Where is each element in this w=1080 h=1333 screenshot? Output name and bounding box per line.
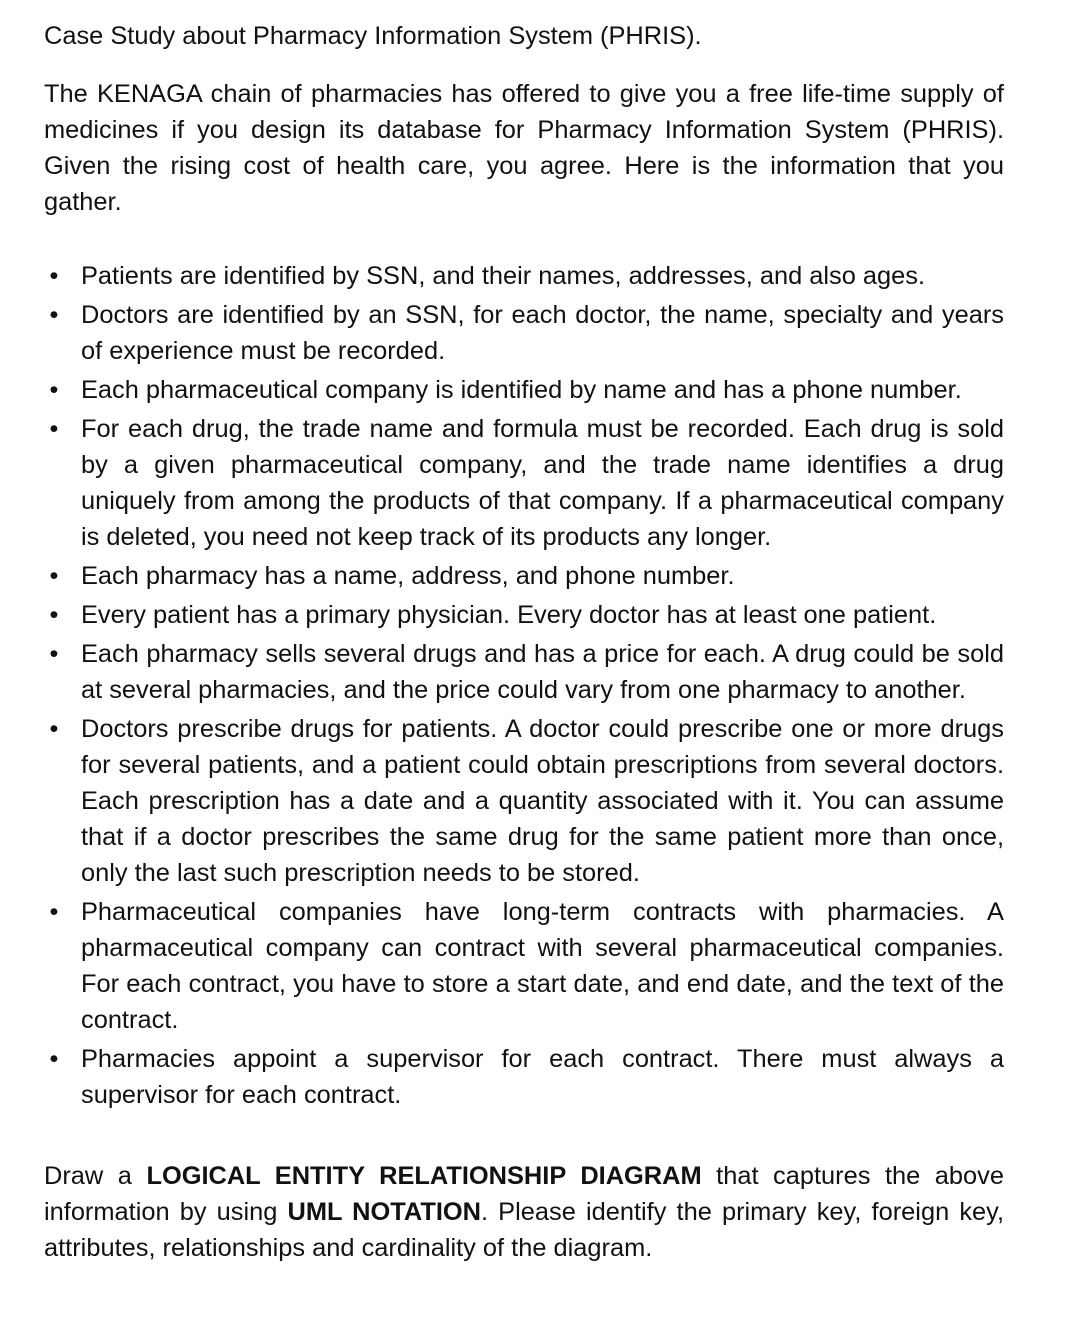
list-item-text: Each pharmacy sells several drugs and has a price for each. A drug could be sold at several pharmacies, and the price could vary from one pharmacy to another. (81, 640, 1004, 704)
closing-text-3: . Please identify the primary key, foreign key, attributes, relationships and cardinality of the diagram. (44, 1198, 1004, 1262)
closing-emphasis-uml: UML NOTATION (287, 1198, 481, 1226)
bullet-icon: • (49, 1045, 59, 1073)
closing-emphasis-erd: LOGICAL ENTITY RELATIONSHIP DIAGRAM (146, 1162, 702, 1190)
list-item (44, 711, 1004, 891)
bullet-icon: • (49, 562, 59, 590)
list-item-text: Each pharmaceutical company is identified by name and has a phone number. (81, 376, 962, 404)
list-item (44, 597, 1004, 633)
bullet-icon: • (49, 262, 59, 290)
list-item-text: Doctors prescribe drugs for patients. A doctor could prescribe one or more drugs for several patients, and a patient could obtain prescriptions from several doctors. Each prescription has a date and a quantity associated with it. You can assume that if a doctor prescribes the same drug for the same patient more than once, only the last such prescription needs to be stored. (81, 715, 1004, 887)
bullet-icon: • (49, 301, 59, 329)
list-item (44, 372, 1004, 408)
document-page (44, 0, 1004, 1266)
list-item (44, 636, 1004, 708)
bullet-icon: • (49, 640, 59, 668)
closing-text-2: that captures the above information by using (44, 1162, 1004, 1226)
list-item (44, 558, 1004, 594)
document-title: Case Study about Pharmacy Information System (PHRIS). (44, 22, 702, 50)
list-item-text: Every patient has a primary physician. Every doctor has at least one patient. (81, 601, 937, 629)
closing-instruction (44, 1158, 1004, 1266)
list-item (44, 411, 1004, 555)
list-item-text: Pharmacies appoint a supervisor for each contract. There must always a supervisor for each contract. (81, 1045, 1004, 1109)
intro-paragraph: The KENAGA chain of pharmacies has offered to give you a free life-time supply of medicines if you design its database for Pharmacy Information System (PHRIS). Given the rising cost of health care, you agree. Here is the information that you gather. (44, 80, 1004, 216)
list-item-text: Each pharmacy has a name, address, and phone number. (81, 562, 735, 590)
list-item-text: Patients are identified by SSN, and their names, addresses, and also ages. (81, 262, 926, 290)
list-item (44, 1041, 1004, 1113)
list-item-text: Pharmaceutical companies have long-term contracts with pharmacies. A pharmaceutical company can contract with several pharmaceutical companies. For each contract, you have to store a start date, and end date, and the text of the contract. (81, 898, 1004, 1034)
bullet-icon: • (49, 376, 59, 404)
list-item-text: For each drug, the trade name and formula must be recorded. Each drug is sold by a given pharmaceutical company, and the trade name identifies a drug uniquely from among the products of that company. If a pharmaceutical company is deleted, you need not keep track of its products any longer. (81, 415, 1004, 551)
list-item-text: Doctors are identified by an SSN, for each doctor, the name, specialty and years of experience must be recorded. (81, 301, 1004, 365)
list-item (44, 297, 1004, 369)
requirements-list (44, 258, 1004, 1113)
bullet-icon: • (49, 415, 59, 443)
list-item (44, 894, 1004, 1038)
closing-text-1: Draw a (44, 1162, 147, 1190)
bullet-icon: • (49, 601, 59, 629)
list-item (44, 258, 1004, 294)
bullet-icon: • (49, 715, 59, 743)
bullet-icon: • (49, 898, 59, 926)
